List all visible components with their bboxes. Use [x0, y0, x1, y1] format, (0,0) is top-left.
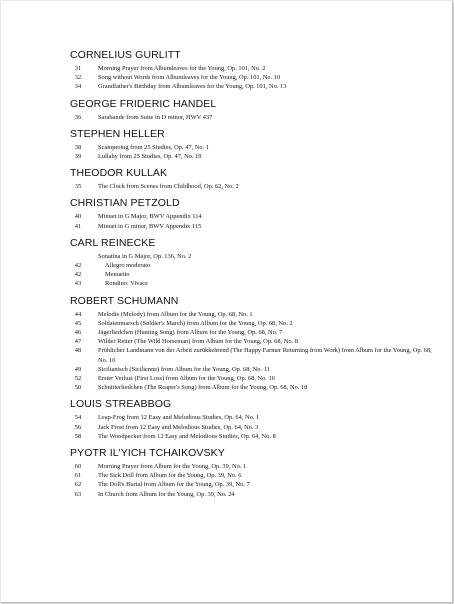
page-number: 60: [74, 463, 82, 471]
entry-spacer: [86, 480, 98, 489]
page-number: 36: [74, 113, 82, 121]
piece-title: Minuet in G Major, BWV Appendix 114: [98, 213, 202, 221]
piece-title: The Sick Doll from Album for the Young, Op. 39, No. 6: [98, 472, 242, 480]
entry-spacer: [86, 64, 98, 73]
piece-title: Lullaby from 25 Studies, Op. 47, No. 19: [98, 153, 202, 161]
piece-title: Soldatenmarsch (Soldier's March) from Album for the Young, Op. 68, No. 2: [98, 319, 293, 327]
entry-spacer: [86, 365, 98, 374]
toc-entry: [70, 374, 440, 383]
composer-name: PYOTR IL'YICH TCHAIKOVSKY: [70, 447, 225, 460]
toc-entry: [70, 337, 440, 346]
piece-title: Sarabande from Suite in D minor, HWV 437: [98, 113, 213, 121]
composer-section: [70, 197, 440, 230]
piece-title: Erster Verlust (First Loss) from Album for the Young, Op. 68, No. 16: [98, 375, 275, 383]
composer-section: [70, 398, 440, 441]
composer-name: THEODOR KULLAK: [70, 167, 168, 180]
piece-title: Morning Prayer from Albumleaves for the Young, Op. 101, No. 2: [98, 65, 266, 72]
entry-spacer: [86, 346, 98, 364]
piece-title: Leap-Frog from 12 Easy and Melodious Studies, Op. 64, No. 1: [98, 414, 260, 422]
entry-spacer: [86, 383, 98, 392]
piece-title: Sicilianisch (Sicilienne) from Album for the Young, Op. 68, No. 11: [98, 365, 270, 373]
composer-section: [70, 98, 440, 122]
piece-title: Fröhlicher Landmann von der Arbeit zurükkehrend (The Happy Farmer Returning from Work) from Album for the Young, Op. 68, No. 10: [98, 347, 432, 364]
toc-entry: [70, 310, 440, 319]
toc-entry: [70, 413, 440, 422]
composer-section: [70, 447, 440, 499]
piece-title: Allegro moderato: [105, 262, 151, 270]
toc-entry: [70, 252, 440, 261]
piece-title: Jägerliedchen (Hunting Song) from Album for the Young, Op. 68, No. 7: [98, 329, 283, 337]
composer-name: GEORGE FRIDERIC HANDEL: [70, 97, 217, 110]
entry-spacer: [86, 152, 98, 161]
entry-spacer: [86, 270, 98, 279]
piece-title: The Woodpecker from 12 Easy and Melodious Studies, Op. 64, No. 8: [98, 432, 276, 440]
composer-section: [70, 49, 440, 92]
toc-entry: [70, 152, 440, 161]
page-number: 31: [74, 65, 82, 72]
page-number: 62: [74, 481, 82, 489]
document-page: [1, 1, 453, 603]
page-number: 45: [74, 319, 82, 327]
entry-spacer: [86, 432, 98, 441]
piece-title: Jack Frost from 12 Easy and Melodious Studies, Op. 64, No. 3: [98, 423, 259, 431]
entry-spacer: [86, 462, 98, 471]
piece-title: Minuet in G minor, BWV Appendix 115: [98, 222, 202, 230]
composer-section: [70, 237, 440, 289]
page-number: 35: [74, 183, 82, 191]
toc-entry: [70, 270, 440, 279]
page-number: 44: [74, 310, 82, 318]
entry-spacer: [86, 374, 98, 383]
toc-entry: [70, 212, 440, 221]
piece-title: Menuetto: [105, 271, 130, 279]
toc-entry: [70, 346, 440, 364]
page-number: 38: [74, 143, 82, 151]
page-number: 32: [74, 74, 82, 82]
toc-entry: [70, 182, 440, 191]
composer-section: [70, 167, 440, 191]
page-number: 48: [74, 347, 82, 355]
page-number: 42: [74, 271, 82, 279]
entry-spacer: [86, 212, 98, 221]
piece-title: Morning Prayer from Album for the Young, Op. 39, No. 1: [98, 463, 247, 471]
piece-title: Grandfather's Birthday from Albumleaves for the Young, Op. 101, No. 13: [98, 83, 287, 91]
entry-spacer: [86, 471, 98, 480]
entry-spacer: [86, 143, 98, 152]
page-number: 50: [74, 384, 82, 392]
toc-entry: [70, 64, 440, 73]
composer-name: CARL REINECKE: [70, 236, 156, 249]
page-number: 56: [74, 423, 82, 431]
toc-entry: [70, 261, 440, 270]
entry-spacer: [86, 73, 98, 82]
entry-spacer: [86, 319, 98, 328]
piece-title: In Church from Album for the Young, Op. 39, No. 24: [98, 490, 235, 498]
toc-entry: [70, 383, 440, 392]
page-number: 47: [74, 338, 82, 346]
page-number: 34: [74, 83, 82, 91]
page-number: 61: [74, 472, 82, 480]
toc-entry: [70, 113, 440, 122]
page-number: 46: [74, 329, 82, 337]
entry-spacer: [86, 413, 98, 422]
piece-title: Rondino: Vivace: [105, 280, 148, 288]
toc-entry: [70, 480, 440, 489]
piece-title: Scampering from 25 Studies, Op. 47, No. 1: [98, 143, 209, 151]
page-number: 42: [74, 262, 82, 270]
toc-entry: [70, 471, 440, 480]
table-of-contents: [70, 49, 440, 505]
piece-title: Wilder Reiter (The Wild Horseman) from Album for the Young, Op. 68, No. 8: [98, 338, 298, 346]
composer-name: ROBERT SCHUMANN: [70, 294, 179, 307]
piece-title: The Doll's Burial from Album for the Young, Op. 39, No. 7: [98, 481, 250, 489]
toc-entry: [70, 490, 440, 499]
page-number: 54: [74, 414, 82, 422]
toc-entry: [70, 423, 440, 432]
page-number: 63: [74, 490, 82, 498]
page-number: 40: [74, 213, 82, 221]
entry-spacer: [86, 490, 98, 499]
toc-entry: [70, 82, 440, 91]
toc-entry: [70, 365, 440, 374]
composer-section: [70, 295, 440, 393]
piece-title: Melodie (Melody) from Album for the Young, Op. 68, No. 1: [98, 310, 253, 318]
piece-title: Schnitterliedchen (The Reaper's Song) from Album for the Young, Op. 68, No. 18: [98, 384, 308, 392]
page-number: 58: [74, 432, 82, 440]
page-number: 43: [74, 280, 82, 288]
toc-entry: [70, 222, 440, 231]
toc-entry: [70, 73, 440, 82]
piece-title: Song without Words from Albumleaves for the Young, Op. 101, No. 10: [98, 74, 281, 82]
piece-title: The Clock from Scenes from Childhood, Op. 62, No. 2: [98, 183, 239, 191]
composer-name: CORNELIUS GURLITT: [70, 49, 181, 61]
entry-spacer: [86, 337, 98, 346]
toc-entry: [70, 462, 440, 471]
entry-spacer: [86, 261, 98, 270]
entry-spacer: [86, 82, 98, 91]
toc-entry: [70, 143, 440, 152]
piece-title: Sonatina in G Major, Op. 136, No. 2: [98, 252, 192, 260]
page-number: 52: [74, 375, 82, 383]
entry-spacer: [86, 279, 98, 288]
composer-name: CHRISTIAN PETZOLD: [70, 197, 180, 210]
entry-spacer: [86, 182, 98, 191]
composer-name: STEPHEN HELLER: [70, 127, 165, 140]
entry-spacer: [86, 222, 98, 231]
toc-entry: [70, 432, 440, 441]
toc-entry: [70, 328, 440, 337]
entry-spacer: [86, 113, 98, 122]
entry-spacer: [86, 310, 98, 319]
page-number: 41: [74, 222, 82, 230]
page-number: 39: [74, 153, 82, 161]
toc-entry: [70, 279, 440, 288]
toc-entry: [70, 319, 440, 328]
composer-section: [70, 128, 440, 161]
entry-spacer: [86, 423, 98, 432]
page-number: [70, 252, 86, 261]
entry-spacer: [86, 252, 98, 261]
composer-name: LOUIS STREABBOG: [70, 398, 172, 411]
entry-spacer: [86, 328, 98, 337]
page-number: 49: [74, 365, 82, 373]
